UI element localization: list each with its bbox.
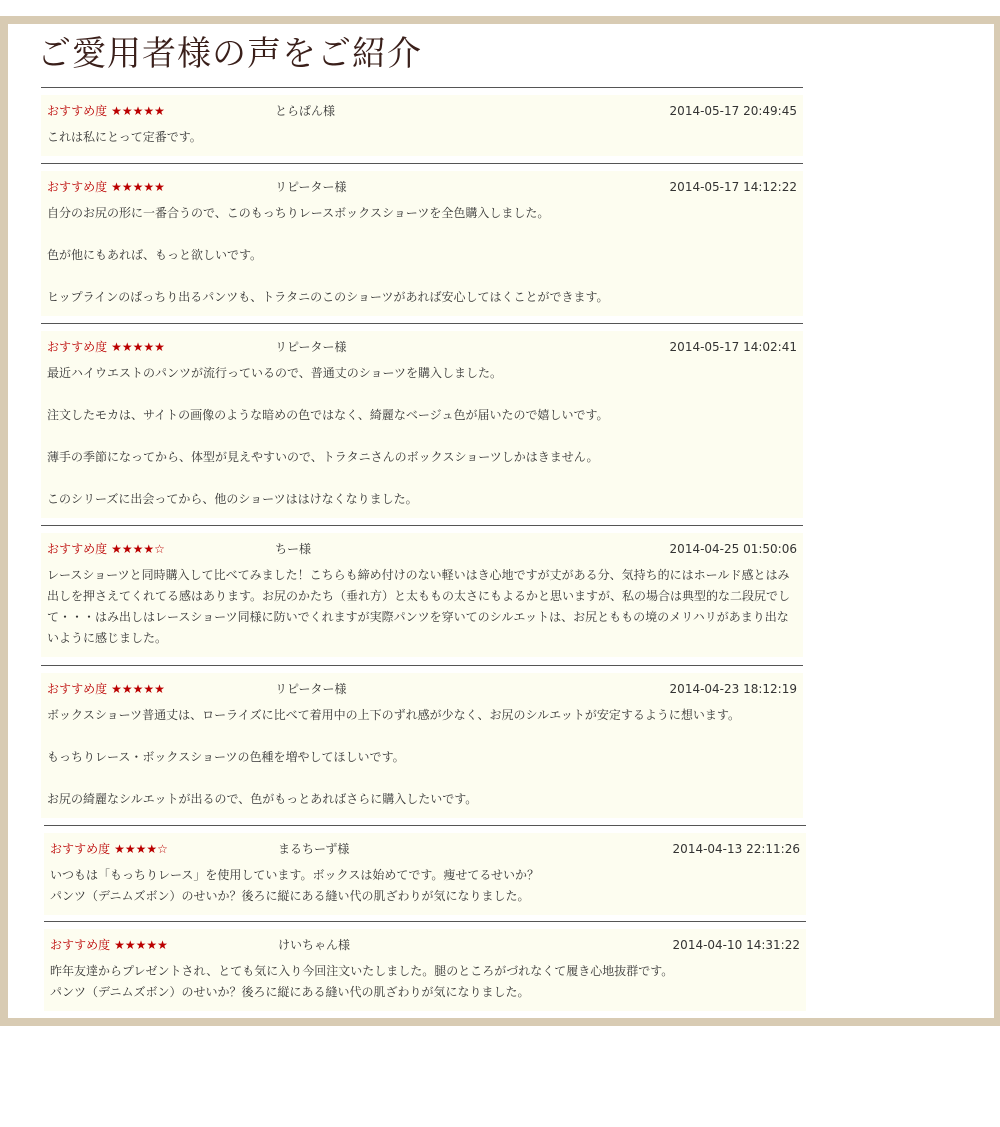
review-item — [41, 323, 803, 518]
review-body — [47, 565, 797, 649]
rating-stars-icon: ★★★★☆ — [114, 842, 168, 856]
review-date: 2014-04-25 01:50:06 — [669, 542, 797, 556]
rating-label: おすすめ度 — [50, 938, 111, 952]
review-body — [47, 203, 797, 308]
review-text: このシリーズに出会ってから、他のショーツははけなくなりました。 — [47, 492, 418, 506]
reviewer-name: リピーター様 — [275, 682, 347, 696]
rating-label: おすすめ度 — [47, 104, 108, 118]
review-rating — [47, 539, 165, 559]
review-text: 昨年友達からプレゼントされ、とても気に入り今回注文いたしました。腿のところがづれなくて履き心地抜群です。 — [50, 964, 674, 978]
review-body — [47, 127, 797, 148]
review-rating — [47, 337, 165, 357]
page-title: ご愛用者様の声をご紹介 — [37, 34, 422, 74]
review-text: ボックスショーツ普通丈は、ローライズに比べて着用中の上下のずれ感が少なく、お尻のシルエットが安定するように想います。 — [47, 708, 740, 722]
review-item — [44, 825, 806, 915]
review-rating — [47, 101, 165, 121]
review-body — [47, 363, 797, 510]
reviewer-name: リピーター様 — [275, 180, 347, 194]
review-date: 2014-04-10 14:31:22 — [672, 938, 800, 952]
rating-stars-icon: ★★★★★ — [111, 682, 165, 696]
review-date: 2014-05-17 14:12:22 — [669, 180, 797, 194]
review-body — [47, 705, 797, 810]
review-body — [50, 961, 800, 1003]
review-text: 最近ハイウエストのパンツが流行っているので、普通丈のショーツを購入しました。 — [47, 366, 503, 380]
review-text: 注文したモカは、サイトの画像のような暗めの色ではなく、綺麗なベージュ色が届いたので嬉しいです。 — [47, 408, 609, 422]
review-rating — [47, 679, 165, 699]
review-item — [41, 163, 803, 316]
review-item — [41, 87, 803, 156]
rating-stars-icon: ★★★★★ — [111, 180, 165, 194]
review-text: 薄手の季節になってから、体型が見えやすいので、トラタニさんのボックスショーツしかはきません。 — [47, 450, 599, 464]
review-text: 色が他にもあれば、もっと欲しいです。 — [47, 248, 263, 262]
rating-label: おすすめ度 — [47, 180, 108, 194]
review-body — [50, 865, 800, 907]
review-text: お尻の綺麗なシルエットが出るので、色がもっとあればさらに購入したいです。 — [47, 792, 478, 806]
review-rating — [50, 839, 168, 859]
review-date: 2014-04-23 18:12:19 — [669, 682, 797, 696]
rating-stars-icon: ★★★★★ — [111, 104, 165, 118]
review-item — [44, 921, 806, 1011]
reviewer-name: けいちゃん様 — [278, 938, 351, 952]
rating-label: おすすめ度 — [47, 542, 108, 556]
rating-stars-icon: ★★★★☆ — [111, 542, 165, 556]
reviewer-name: まるちーず様 — [278, 842, 350, 856]
review-text: もっちりレース・ボックスショーツの色種を増やしてほしいです。 — [47, 750, 405, 764]
review-item — [41, 525, 803, 657]
review-date: 2014-04-13 22:11:26 — [672, 842, 800, 856]
review-text: 自分のお尻の形に一番合うので、このもっちりレースボックスショーツを全色購入しました。 — [47, 206, 550, 220]
review-date: 2014-05-17 20:49:45 — [669, 104, 797, 118]
rating-label: おすすめ度 — [50, 842, 111, 856]
review-text: パンツ（デニムズボン）のせいか？後ろに縦にある縫い代の肌ざわりが気になりました。 — [50, 985, 530, 999]
review-text: レースショーツと同時購入して比べてみました！こちらも締め付けのない軽いはき心地ですが丈がある分、気持ち的にはホールド感とはみ出しを押さえてくれてる感はあります。お尻のかたち（垂れ方）と太ももの太さにもよるかと思いますが、私の場合は典型的な二段尻でして・・・はみ出しはレースショーツ同様に防いでくれますが実際パンツを穿いてのシルエットは、お尻とももの境のメリハリがあまり出ないように感じました。 — [47, 568, 791, 645]
reviewer-name: ちー様 — [275, 542, 312, 556]
rating-label: おすすめ度 — [47, 340, 108, 354]
review-rating — [47, 177, 165, 197]
reviewer-name: とらぱん様 — [275, 104, 336, 118]
rating-label: おすすめ度 — [47, 682, 108, 696]
reviewer-name: リピーター様 — [275, 340, 347, 354]
review-date: 2014-05-17 14:02:41 — [669, 340, 797, 354]
review-rating — [50, 935, 168, 955]
review-text: いつもは「もっちりレース」を使用しています。ボックスは始めてです。痩せてるせいか？ — [50, 868, 540, 882]
review-text: これは私にとって定番です。 — [47, 130, 202, 144]
rating-stars-icon: ★★★★★ — [111, 340, 165, 354]
review-text: パンツ（デニムズボン）のせいか？後ろに縦にある縫い代の肌ざわりが気になりました。 — [50, 889, 530, 903]
rating-stars-icon: ★★★★★ — [114, 938, 168, 952]
review-text: ヒップラインのぱっちり出るパンツも、トラタニのこのショーツがあれば安心してはくことができます。 — [47, 290, 609, 304]
review-item — [41, 665, 803, 818]
